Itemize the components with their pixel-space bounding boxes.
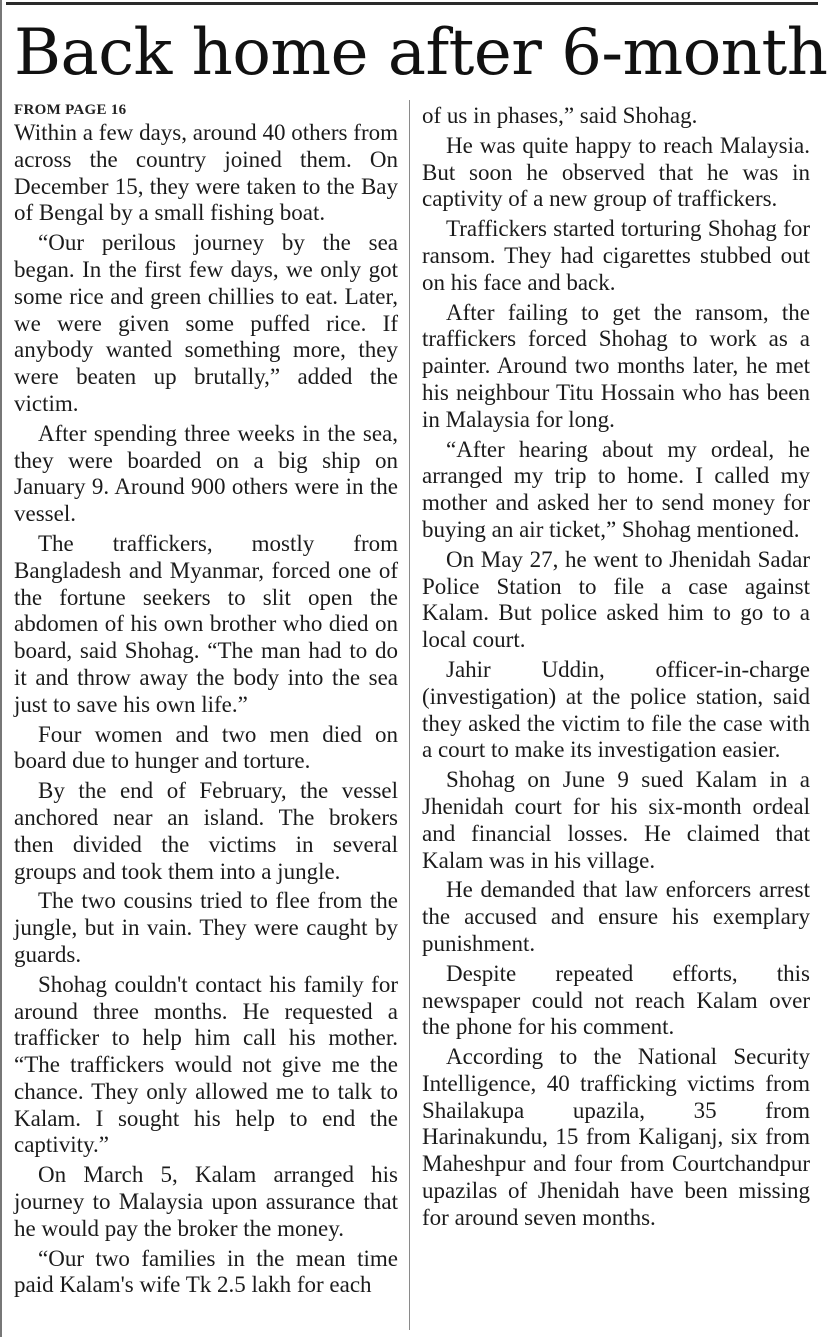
article-paragraph: He was quite happy to reach Malaysia. But soon he observed that he was in captivity of a new group of traffickers. — [422, 132, 810, 212]
article-paragraph: According to the National Security Intelligence, 40 trafficking victims from Shailakupa upazila, 35 from Harinakundu, 15 from Kaliganj, six from Maheshpur and four from Courtchandpur upazilas of Jhenidah have been missing for around seven months. — [422, 1044, 810, 1230]
article-paragraph: Jahir Uddin, officer-in-charge (investigation) at the police station, said they asked the victim to file the case with a court to make its investigation easier. — [422, 656, 810, 763]
article-paragraph: Traffickers started torturing Shohag for ransom. They had cigarettes stubbed out on his face and back. — [422, 216, 810, 295]
article-paragraph: “Our two families in the mean time paid Kalam's wife Tk 2.5 lakh for each — [14, 1245, 398, 1298]
article-paragraph: Four women and two men died on board due to hunger and torture. — [14, 721, 398, 774]
article-paragraph: After failing to get the ransom, the traffickers forced Shohag to work as a painter. Around two months later, he met his neighbour Titu Hossain who has been in Malaysia for long. — [422, 299, 810, 432]
article-paragraph: Despite repeated efforts, this newspaper could not reach Kalam over the phone for his comment. — [422, 960, 810, 1040]
article-paragraph: The two cousins tried to flee from the jungle, but in vain. They were caught by guards. — [14, 888, 398, 967]
article-paragraph: Shohag on June 9 sued Kalam in a Jhenidah court for his six-month ordeal and financial losses. He claimed that Kalam was in his village. — [422, 767, 810, 873]
article-paragraph: On March 5, Kalam arranged his journey to Malaysia upon assurance that he would pay the broker the money. — [14, 1162, 398, 1241]
column-divider — [409, 100, 410, 1330]
article-paragraph: On May 27, he went to Jhenidah Sadar Police Station to file a case against Kalam. But police asked him to go to a local court. — [422, 546, 810, 653]
article-paragraph: of us in phases,” said Shohag. — [422, 103, 698, 128]
page-edge — [0, 0, 2, 1337]
article-paragraph: “Our perilous journey by the sea began. In the first few days, we only got some rice and green chillies to eat. Later, we were given some puffed rice. If anybody wanted something more, they were beaten up brutally,” added the victim. — [14, 230, 398, 416]
article-paragraph: Within a few days, around 40 others from across the country joined them. On December 15, they were taken to the Bay of Bengal by a small fishing boat. — [14, 120, 398, 226]
headline: Back home after 6-month — [14, 16, 828, 90]
article-paragraph: After spending three weeks in the sea, they were boarded on a big ship on January 9. Around 900 others were in the vessel. — [14, 420, 398, 527]
right-paragraphs — [422, 103, 810, 1232]
article-paragraph: By the end of February, the vessel anchored near an island. The brokers then divided the victims in several groups and took them into a jungle. — [14, 778, 398, 884]
article-paragraph: Shohag couldn't contact his family for around three months. He requested a trafficker to help him call his mother. “The traffickers would not give me the chance. They only allowed me to talk to Kalam. I sought his help to end the captivity.” — [14, 971, 398, 1158]
top-rule — [6, 2, 818, 5]
article-column-right — [422, 103, 810, 1235]
page-jump-kicker: FROM PAGE 16 — [14, 102, 127, 118]
article-paragraph: The traffickers, mostly from Bangladesh and Myanmar, forced one of the fortune seekers to slit open the abdomen of his own brother who died on board, said Shohag. “The man had to do it and throw away the body into the sea just to save his own life.” — [14, 530, 398, 717]
article-paragraph: “After hearing about my ordeal, he arranged my trip to home. I called my mother and asked her to send money for buying an air ticket,” Shohag mentioned. — [422, 436, 810, 542]
left-paragraphs — [14, 120, 398, 1299]
article-paragraph: He demanded that law enforcers arrest the accused and ensure his exemplary punishment. — [422, 877, 810, 956]
article-column-left — [14, 100, 398, 1302]
